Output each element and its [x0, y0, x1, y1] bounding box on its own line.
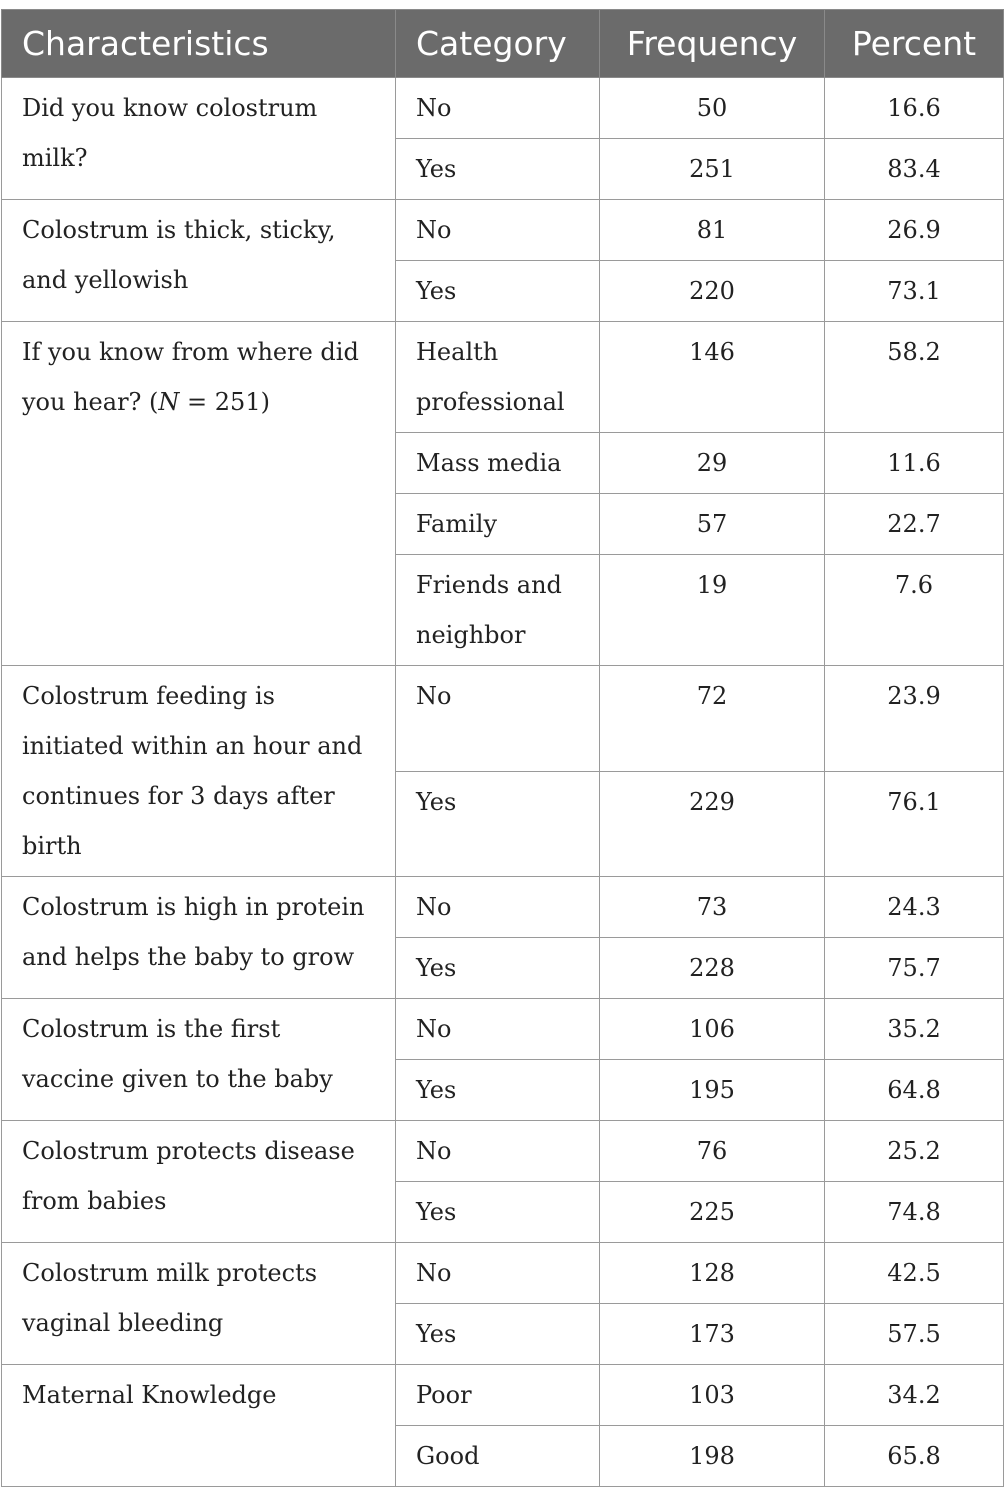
category-cell: No	[396, 1243, 600, 1304]
frequency-cell: 195	[600, 1060, 825, 1121]
characteristic-cell: Colostrum protects disease from babies	[2, 1121, 396, 1243]
knowledge-table	[1, 9, 1004, 1487]
percent-cell: 65.8	[825, 1426, 1004, 1487]
percent-cell: 24.3	[825, 877, 1004, 938]
percent-cell: 58.2	[825, 322, 1004, 433]
category-cell: Yes	[396, 938, 600, 999]
category-cell: No	[396, 999, 600, 1060]
header-row	[2, 10, 1004, 78]
characteristic-cell: Colostrum is thick, sticky, and yellowish	[2, 200, 396, 322]
frequency-cell: 173	[600, 1304, 825, 1365]
percent-cell: 25.2	[825, 1121, 1004, 1182]
header-characteristics: Characteristics	[2, 10, 396, 78]
percent-cell: 83.4	[825, 139, 1004, 200]
header-category: Category	[396, 10, 600, 78]
frequency-cell: 57	[600, 494, 825, 555]
header-percent: Percent	[825, 10, 1004, 78]
category-cell: No	[396, 1121, 600, 1182]
characteristic-text: If you know from where did you hear? (	[22, 338, 359, 416]
frequency-cell: 29	[600, 433, 825, 494]
frequency-cell: 76	[600, 1121, 825, 1182]
percent-cell: 57.5	[825, 1304, 1004, 1365]
table-row	[2, 666, 1004, 772]
percent-cell: 35.2	[825, 999, 1004, 1060]
category-cell: No	[396, 200, 600, 261]
category-cell: Family	[396, 494, 600, 555]
frequency-cell: 198	[600, 1426, 825, 1487]
percent-cell: 26.9	[825, 200, 1004, 261]
category-cell: Good	[396, 1426, 600, 1487]
frequency-cell: 72	[600, 666, 825, 772]
frequency-cell: 81	[600, 200, 825, 261]
percent-cell: 34.2	[825, 1365, 1004, 1426]
characteristic-cell	[2, 322, 396, 666]
percent-cell: 42.5	[825, 1243, 1004, 1304]
characteristic-cell: Colostrum feeding is initiated within an hour and continues for 3 days after birth	[2, 666, 396, 877]
category-cell: No	[396, 666, 600, 772]
frequency-cell: 128	[600, 1243, 825, 1304]
category-cell: Yes	[396, 139, 600, 200]
frequency-cell: 103	[600, 1365, 825, 1426]
table-row	[2, 78, 1004, 139]
category-cell: Yes	[396, 1304, 600, 1365]
category-cell: No	[396, 78, 600, 139]
frequency-cell: 229	[600, 771, 825, 877]
frequency-cell: 220	[600, 261, 825, 322]
table-row	[2, 200, 1004, 261]
percent-cell: 76.1	[825, 771, 1004, 877]
percent-cell: 11.6	[825, 433, 1004, 494]
percent-cell: 75.7	[825, 938, 1004, 999]
table-row	[2, 877, 1004, 938]
category-cell: Yes	[396, 1182, 600, 1243]
characteristic-cell: Colostrum is high in protein and helps the baby to grow	[2, 877, 396, 999]
category-cell: Mass media	[396, 433, 600, 494]
table-row	[2, 999, 1004, 1060]
n-value: = 251)	[179, 388, 270, 416]
characteristic-cell: Did you know colostrum milk?	[2, 78, 396, 200]
frequency-cell: 251	[600, 139, 825, 200]
table-row	[2, 1121, 1004, 1182]
frequency-cell: 73	[600, 877, 825, 938]
n-symbol: N	[158, 388, 180, 416]
frequency-cell: 50	[600, 78, 825, 139]
frequency-cell: 19	[600, 555, 825, 666]
frequency-cell: 146	[600, 322, 825, 433]
frequency-cell: 228	[600, 938, 825, 999]
category-cell: Yes	[396, 261, 600, 322]
characteristic-cell: Colostrum milk protects vaginal bleeding	[2, 1243, 396, 1365]
category-cell: Friends and neighbor	[396, 555, 600, 666]
percent-cell: 74.8	[825, 1182, 1004, 1243]
table-row	[2, 1365, 1004, 1426]
table-row	[2, 1243, 1004, 1304]
percent-cell: 16.6	[825, 78, 1004, 139]
category-cell: Health professional	[396, 322, 600, 433]
percent-cell: 22.7	[825, 494, 1004, 555]
category-cell: Poor	[396, 1365, 600, 1426]
frequency-cell: 225	[600, 1182, 825, 1243]
characteristic-cell: Colostrum is the first vaccine given to the baby	[2, 999, 396, 1121]
header-frequency: Frequency	[600, 10, 825, 78]
frequency-cell: 106	[600, 999, 825, 1060]
table-row	[2, 322, 1004, 433]
percent-cell: 23.9	[825, 666, 1004, 772]
category-cell: Yes	[396, 771, 600, 877]
percent-cell: 73.1	[825, 261, 1004, 322]
characteristic-cell: Maternal Knowledge	[2, 1365, 396, 1487]
category-cell: Yes	[396, 1060, 600, 1121]
percent-cell: 7.6	[825, 555, 1004, 666]
percent-cell: 64.8	[825, 1060, 1004, 1121]
category-cell: No	[396, 877, 600, 938]
